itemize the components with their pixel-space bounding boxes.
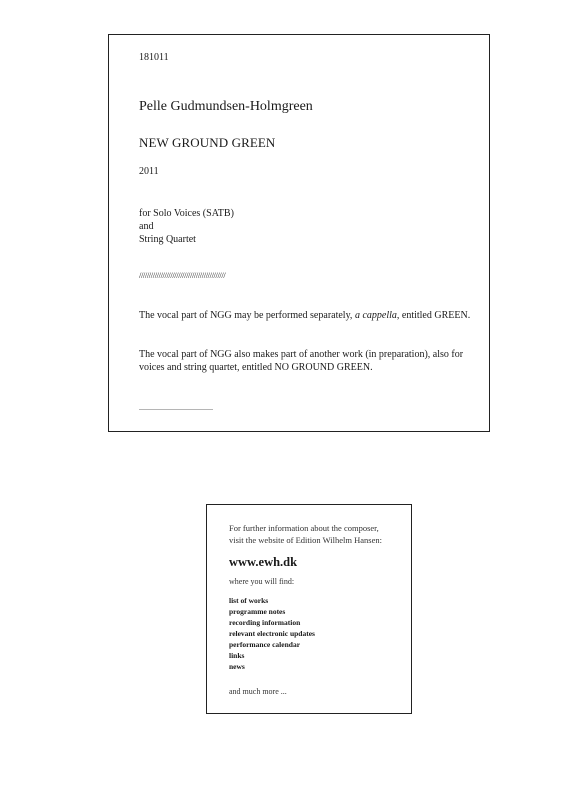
publisher-info-box bbox=[206, 504, 412, 714]
intro-line: visit the website of Edition Wilhelm Hansen: bbox=[229, 534, 382, 545]
composition-year: 2011 bbox=[139, 166, 159, 177]
footnote-rule bbox=[139, 409, 213, 410]
list-item: list of works bbox=[229, 596, 269, 605]
composer-name: Pelle Gudmundsen-Holmgreen bbox=[139, 99, 313, 114]
list-item: relevant electronic updates bbox=[229, 629, 315, 638]
performance-note-1 bbox=[139, 309, 479, 322]
find-label: where you will find: bbox=[229, 577, 295, 586]
note1-text: The vocal part of NGG may be performed separately, bbox=[139, 310, 355, 321]
instrumentation-line: String Quartet bbox=[139, 234, 196, 245]
performance-note-2: The vocal part of NGG also makes part of another work (in preparation), also for voices and string quartet, entitled NO GROUND GREEN. bbox=[139, 349, 464, 373]
note1-text-end: , entitled GREEN. bbox=[396, 310, 471, 321]
list-item: performance calendar bbox=[229, 640, 301, 649]
work-title: NEW GROUND GREEN bbox=[139, 135, 276, 150]
publisher-intro bbox=[229, 523, 409, 546]
note1-italic: a cappella bbox=[354, 310, 397, 321]
score-info-box bbox=[108, 34, 490, 432]
list-item: links bbox=[229, 651, 245, 660]
instrumentation bbox=[139, 207, 339, 246]
intro-line: For further information about the composer, bbox=[229, 523, 379, 533]
and-more-text: and much more ... bbox=[229, 687, 287, 696]
list-item: recording information bbox=[229, 618, 301, 627]
slash-separator: //////////////////////////////////////////// bbox=[139, 270, 226, 280]
resource-list bbox=[229, 595, 315, 672]
list-item: news bbox=[229, 662, 245, 671]
instrumentation-line: and bbox=[139, 221, 154, 232]
list-item: programme notes bbox=[229, 607, 286, 616]
website-link[interactable]: www.ewh.dk bbox=[229, 555, 298, 569]
catalog-number: 181011 bbox=[139, 52, 169, 63]
instrumentation-line: for Solo Voices (SATB) bbox=[139, 208, 234, 219]
